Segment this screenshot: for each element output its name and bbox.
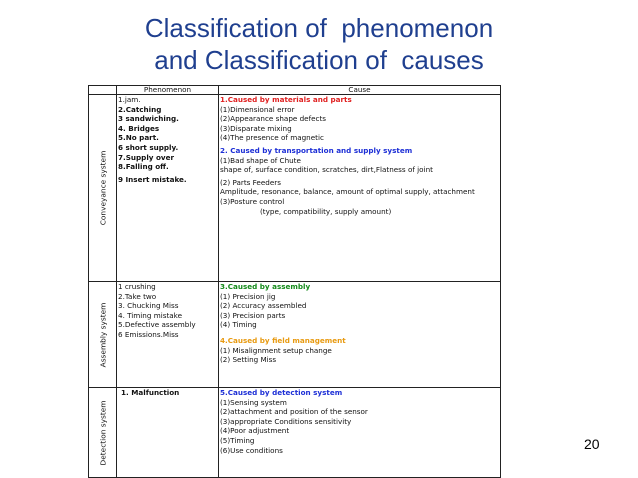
phenomenon-item: 3. Chucking Miss	[118, 301, 179, 311]
cause-heading-transport: 2. Caused by transportation and supply system	[220, 145, 413, 155]
cause-item: (6)Use conditions	[220, 445, 283, 455]
conveyance-row	[89, 95, 501, 282]
cause-item: (type, compatibility, supply amount)	[260, 206, 392, 216]
detection-causes	[219, 388, 501, 478]
detection-system-cell	[89, 388, 117, 478]
cause-item: (1)Sensing system	[220, 397, 287, 407]
conveyance-phenomena	[117, 95, 219, 282]
conveyance-system-cell	[89, 95, 117, 282]
cause-item: (1)Bad shape of Chute	[220, 155, 301, 165]
cause-heading-field: 4.Caused by field management	[220, 335, 346, 345]
slide-number: 20	[584, 436, 600, 452]
phenomenon-item: 4. Bridges	[118, 123, 160, 133]
detection-system-label: Detection system	[98, 400, 107, 465]
cause-heading-assembly: 3.Caused by assembly	[220, 282, 311, 291]
phenomenon-item: 1. Malfunction	[121, 388, 180, 397]
cause-item: shape of, surface condition, scratches, dirt,Flatness of joint	[220, 165, 433, 175]
cause-item: (3)Posture control	[220, 196, 285, 206]
phenomenon-item: 7.Supply over	[118, 152, 175, 162]
assembly-system-cell	[89, 282, 117, 388]
cause-item: (5)Timing	[220, 435, 255, 445]
cause-heading-materials: 1.Caused by materials and parts	[220, 95, 352, 104]
phenomenon-item: 1.jam.	[118, 95, 141, 104]
cause-item: (3)appropriate Conditions sensitivity	[220, 416, 352, 426]
cause-item: (1) Misalignment setup change	[220, 345, 332, 355]
phenomenon-item: 5.No part.	[118, 133, 159, 143]
cause-item: (2) Accuracy assembled	[220, 301, 307, 311]
phenomenon-item: 3 sandwiching.	[118, 114, 179, 124]
cause-item: (2)Appearance shape defects	[220, 114, 327, 124]
phenomenon-item: 9 Insert mistake.	[118, 174, 187, 184]
phenomenon-item: 2.Take two	[118, 291, 157, 301]
assembly-system-label: Assembly system	[98, 302, 107, 367]
cause-item: (2)attachment and position of the sensor	[220, 407, 368, 417]
cause-item: (4)Poor adjustment	[220, 426, 290, 436]
detection-phenomena	[117, 388, 219, 478]
slide-title	[0, 12, 638, 76]
cause-item: (2) Setting Miss	[220, 355, 277, 365]
phenomenon-item: 6 short supply.	[118, 142, 179, 152]
cause-item: Amplitude, resonance, balance, amount of optimal supply, attachment	[220, 187, 475, 197]
assembly-row	[89, 282, 501, 388]
cause-item: (2) Parts Feeders	[220, 177, 281, 187]
cause-item: (4)The presence of magnetic	[220, 133, 324, 143]
phenomenon-item: 8.Falling off.	[118, 162, 169, 172]
header-phenomenon: Phenomenon	[117, 86, 219, 95]
cause-item: (4) Timing	[220, 320, 257, 330]
conveyance-system-label: Conveyance system	[98, 150, 107, 226]
phenomenon-item: 4. Timing mistake	[118, 310, 183, 320]
cause-item: (1)Dimensional error	[220, 104, 295, 114]
cause-item: (3)Disparate mixing	[220, 123, 292, 133]
classification-table	[88, 85, 501, 478]
conveyance-causes	[219, 95, 501, 282]
header-blank	[89, 86, 117, 95]
phenomenon-item: 2.Catching	[118, 104, 162, 114]
phenomenon-item: 1 crushing	[118, 282, 156, 291]
detection-row	[89, 388, 501, 478]
assembly-phenomena	[117, 282, 219, 388]
title-line-1: Classification of phenomenon	[144, 13, 494, 43]
cause-item: (3) Precision parts	[220, 310, 286, 320]
phenomenon-item: 6 Emissions.Miss	[118, 329, 179, 339]
cause-item: (1) Precision jig	[220, 291, 276, 301]
phenomenon-item: 5.Defective assembly	[118, 320, 196, 330]
title-line-2: and Classification of causes	[154, 45, 484, 75]
header-cause: Cause	[219, 86, 501, 95]
assembly-causes	[219, 282, 501, 388]
cause-heading-detection: 5.Caused by detection system	[220, 388, 343, 397]
header-row	[89, 86, 501, 95]
